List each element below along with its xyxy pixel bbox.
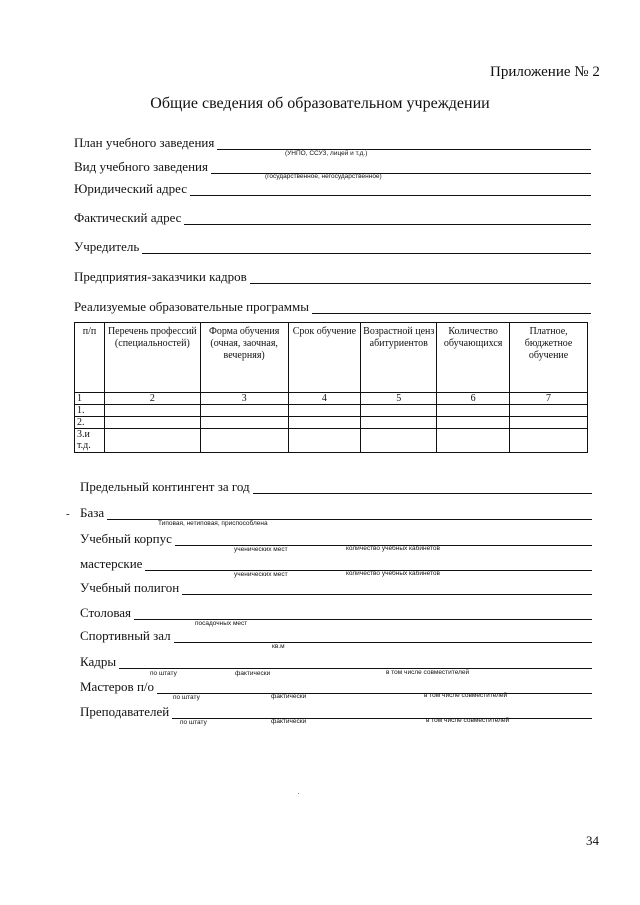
field-base-label: База bbox=[80, 505, 105, 520]
table-header-cell: Количество обучающихся bbox=[437, 323, 510, 393]
field-gym-label: Спортивный зал bbox=[80, 628, 171, 643]
masters-actual-hint: фактически bbox=[271, 693, 307, 700]
building-classrooms-hint: количество учебных кабинетов bbox=[346, 545, 440, 552]
field-teachers-label: Преподавателей bbox=[80, 704, 170, 719]
field-plan bbox=[74, 134, 591, 150]
table-cell[interactable] bbox=[200, 405, 288, 417]
gym-sqm-hint: кв.м bbox=[272, 643, 285, 650]
field-teachers-line[interactable] bbox=[172, 706, 592, 719]
table-header-cell: Срок обучение bbox=[288, 323, 361, 393]
table-cell[interactable] bbox=[437, 417, 510, 429]
field-base-line[interactable] bbox=[107, 507, 592, 520]
table-header-cell: Возрастной ценз абитуриентов bbox=[361, 323, 437, 393]
field-type-label: Вид учебного заведения bbox=[74, 159, 208, 174]
table-cell[interactable] bbox=[288, 429, 361, 453]
field-programs bbox=[74, 298, 591, 314]
table-cell[interactable] bbox=[288, 417, 361, 429]
field-legal-address-label: Юридический адрес bbox=[74, 181, 188, 196]
teachers-by-staff-hint: по штату bbox=[180, 719, 207, 726]
table-number-cell: 7 bbox=[510, 393, 588, 405]
field-teachers bbox=[80, 703, 592, 719]
masters-part-time-hint: в том числе совместителей bbox=[424, 692, 508, 699]
field-plan-hint: (УНПО, ССУЗ, лицей и т.д.) bbox=[285, 150, 368, 157]
table-header-cell: Платное, бюджетное обучение bbox=[510, 323, 588, 393]
field-gym bbox=[80, 627, 592, 643]
field-staff-label: Кадры bbox=[80, 654, 117, 669]
table-cell[interactable] bbox=[361, 405, 437, 417]
teachers-part-time-hint: в том числе совместителей bbox=[426, 717, 510, 724]
table-header-cell: п/п bbox=[75, 323, 105, 393]
field-masters bbox=[80, 678, 592, 694]
building-student-places-hint: ученических мест bbox=[234, 546, 288, 553]
table-cell[interactable] bbox=[510, 405, 588, 417]
field-staff bbox=[80, 653, 592, 669]
field-type-hint: (государственное, негосударственное) bbox=[265, 173, 382, 180]
table-cell[interactable] bbox=[288, 405, 361, 417]
field-building-label: Учебный корпус bbox=[80, 531, 172, 546]
field-staff-line[interactable] bbox=[119, 656, 592, 669]
field-masters-line[interactable] bbox=[157, 681, 592, 694]
table-row-number: 3.и т.д. bbox=[75, 429, 105, 453]
table-cell[interactable] bbox=[361, 417, 437, 429]
field-actual-address-line[interactable] bbox=[184, 212, 591, 225]
table-cell[interactable] bbox=[104, 429, 200, 453]
field-type bbox=[74, 158, 591, 174]
table-cell[interactable] bbox=[200, 417, 288, 429]
canteen-seats-hint: посадочных мест bbox=[195, 620, 248, 627]
workshops-classrooms-hint: количество учебных кабинетов bbox=[346, 570, 440, 577]
table-header-cell: Форма обучения (очная, заочная, вечерняя) bbox=[200, 323, 288, 393]
table-cell[interactable] bbox=[104, 405, 200, 417]
table-cell[interactable] bbox=[200, 429, 288, 453]
table-header-cell: Перечень профессий (специальностей) bbox=[104, 323, 200, 393]
field-legal-address bbox=[74, 180, 591, 196]
field-programs-line[interactable] bbox=[312, 301, 591, 314]
field-contingent-label: Предельный контингент за год bbox=[80, 479, 250, 494]
field-workshops-label: мастерские bbox=[80, 556, 143, 571]
table-cell[interactable] bbox=[437, 429, 510, 453]
appendix-label: Приложение № 2 bbox=[490, 64, 600, 80]
field-actual-address-label: Фактический адрес bbox=[74, 210, 182, 225]
field-masters-label: Мастеров п/о bbox=[80, 679, 155, 694]
field-legal-address-line[interactable] bbox=[190, 183, 591, 196]
field-canteen-label: Столовая bbox=[80, 605, 132, 620]
table-row bbox=[75, 405, 588, 417]
field-polygon-label: Учебный полигон bbox=[80, 580, 180, 595]
table-cell[interactable] bbox=[361, 429, 437, 453]
page-number: 34 bbox=[586, 833, 599, 848]
field-building bbox=[80, 530, 592, 546]
staff-actual-hint: фактически bbox=[235, 670, 271, 677]
workshops-student-places-hint: ученических мест bbox=[234, 571, 288, 578]
table-cell[interactable] bbox=[104, 417, 200, 429]
field-founder bbox=[74, 238, 591, 254]
field-founder-label: Учредитель bbox=[74, 239, 140, 254]
field-customers-label: Предприятия-заказчики кадров bbox=[74, 269, 247, 284]
programs-table bbox=[74, 322, 588, 453]
table-cell[interactable] bbox=[437, 405, 510, 417]
scan-speck bbox=[298, 793, 299, 794]
field-base-hint: Типовая, нетиповая, приспособлена bbox=[158, 520, 268, 527]
table-cell[interactable] bbox=[510, 417, 588, 429]
table-cell[interactable] bbox=[510, 429, 588, 453]
table-header-row bbox=[75, 323, 588, 393]
field-customers bbox=[74, 268, 591, 284]
table-row-number: 1. bbox=[75, 405, 105, 417]
table-row bbox=[75, 417, 588, 429]
field-contingent bbox=[80, 478, 592, 494]
staff-by-staff-hint: по штату bbox=[150, 670, 177, 677]
field-founder-line[interactable] bbox=[142, 241, 591, 254]
field-actual-address bbox=[74, 209, 591, 225]
field-plan-label: План учебного заведения bbox=[74, 135, 215, 150]
field-base bbox=[80, 504, 592, 520]
table-number-cell: 2 bbox=[104, 393, 200, 405]
field-workshops bbox=[80, 555, 592, 571]
field-contingent-line[interactable] bbox=[253, 481, 592, 494]
field-polygon-line[interactable] bbox=[182, 582, 592, 595]
field-canteen bbox=[80, 604, 592, 620]
table-number-cell: 5 bbox=[361, 393, 437, 405]
table-number-cell: 3 bbox=[200, 393, 288, 405]
table-number-cell: 1 bbox=[75, 393, 105, 405]
staff-part-time-hint: в том числе совместителей bbox=[386, 669, 470, 676]
table-row bbox=[75, 429, 588, 453]
page-title: Общие сведения об образовательном учреждении bbox=[150, 95, 490, 112]
field-programs-label: Реализуемые образовательные программы bbox=[74, 299, 309, 314]
field-customers-line[interactable] bbox=[250, 271, 591, 284]
field-canteen-line[interactable] bbox=[134, 607, 592, 620]
teachers-actual-hint: фактически bbox=[271, 718, 307, 725]
table-number-cell: 6 bbox=[437, 393, 510, 405]
field-gym-line[interactable] bbox=[174, 630, 592, 643]
masters-by-staff-hint: по штату bbox=[173, 694, 200, 701]
table-row-number: 2. bbox=[75, 417, 105, 429]
margin-dash: - bbox=[66, 508, 70, 520]
field-polygon bbox=[80, 579, 592, 595]
field-plan-line[interactable] bbox=[217, 137, 591, 150]
table-number-cell: 4 bbox=[288, 393, 361, 405]
table-number-row bbox=[75, 393, 588, 405]
